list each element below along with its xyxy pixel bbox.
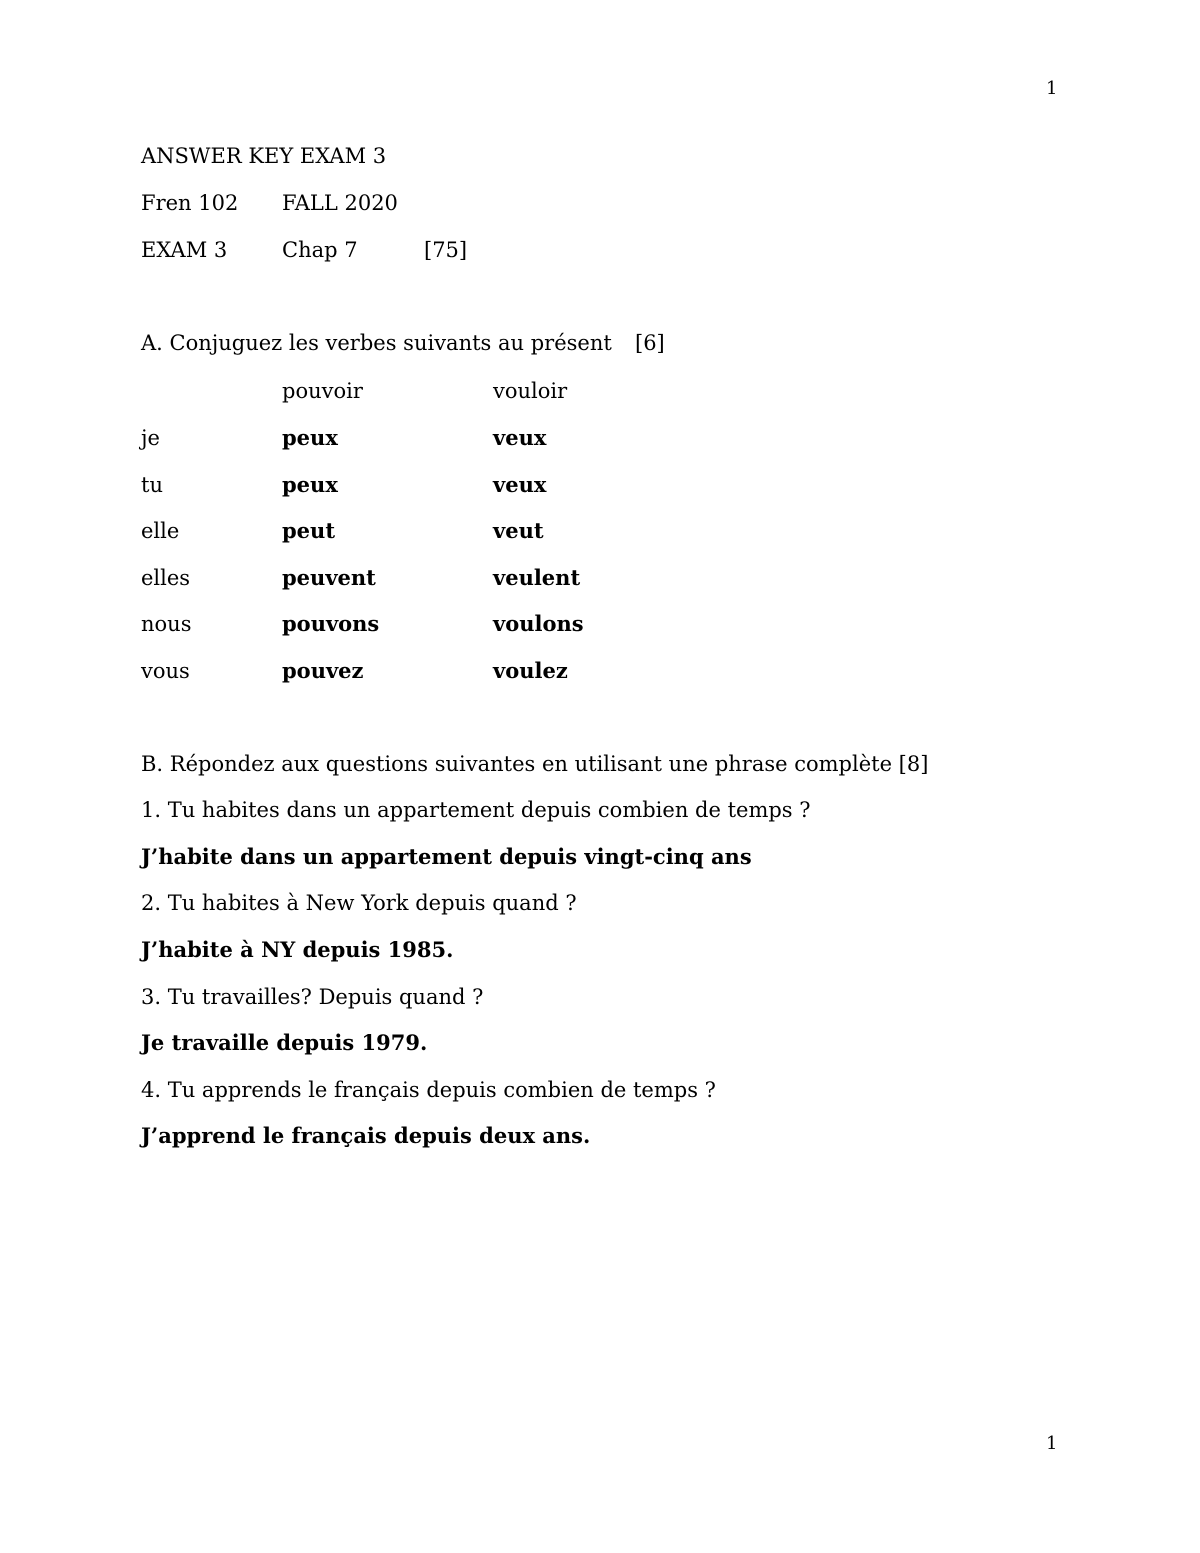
vouloir-form: voulez [493, 658, 568, 683]
vouloir-form: veut [493, 518, 544, 543]
total-points: [75] [424, 238, 468, 262]
table-row [141, 658, 741, 684]
table-row [141, 611, 741, 637]
vouloir-form: voulons [493, 611, 584, 636]
section-a-heading [141, 330, 841, 356]
pouvoir-form: peux [282, 425, 338, 450]
table-row [141, 518, 741, 544]
table-row [141, 565, 741, 591]
answer-4: J’apprend le français depuis deux ans. [141, 1123, 591, 1148]
table-row [141, 425, 741, 451]
question-3: 3. Tu travailles? Depuis quand ? [141, 985, 484, 1009]
vouloir-form: veux [493, 425, 547, 450]
verb-header-vouloir: vouloir [493, 379, 568, 403]
pouvoir-form: pouvez [282, 658, 364, 683]
exam-label: EXAM 3 [141, 238, 228, 262]
exam-line [141, 237, 641, 263]
pouvoir-form: peut [282, 518, 336, 543]
exam-title: ANSWER KEY EXAM 3 [141, 144, 387, 168]
question-2: 2. Tu habites à New York depuis quand ? [141, 891, 577, 915]
pronoun: elles [141, 566, 191, 590]
pronoun: vous [141, 659, 190, 683]
term: FALL 2020 [282, 191, 398, 215]
question-4: 4. Tu apprends le français depuis combien de temps ? [141, 1078, 716, 1102]
section-b-instruction: B. Répondez aux questions suivantes en utilisant une phrase complète [8] [141, 752, 929, 776]
pronoun: tu [141, 473, 163, 497]
answer-3: Je travaille depuis 1979. [141, 1030, 428, 1055]
pouvoir-form: peuvent [282, 565, 376, 590]
course-code: Fren 102 [141, 191, 239, 215]
chapter: Chap 7 [282, 238, 358, 262]
vouloir-form: veux [493, 472, 547, 497]
page-number-top: 1 [1046, 78, 1058, 99]
conjugation-header-row [141, 378, 741, 404]
vouloir-form: veulent [493, 565, 581, 590]
table-row [141, 472, 741, 498]
course-line [141, 190, 641, 216]
verb-header-pouvoir: pouvoir [282, 379, 363, 403]
pronoun: je [141, 426, 160, 450]
page-number-bottom: 1 [1046, 1433, 1058, 1454]
section-a-points: [6] [635, 331, 665, 355]
pronoun: elle [141, 519, 180, 543]
pronoun: nous [141, 612, 192, 636]
question-1: 1. Tu habites dans un appartement depuis combien de temps ? [141, 798, 811, 822]
answer-2: J’habite à NY depuis 1985. [141, 937, 454, 962]
pouvoir-form: pouvons [282, 611, 380, 636]
section-a-instruction: A. Conjuguez les verbes suivants au présent [141, 331, 612, 355]
pouvoir-form: peux [282, 472, 338, 497]
answer-1: J’habite dans un appartement depuis vingt-cinq ans [141, 844, 752, 869]
